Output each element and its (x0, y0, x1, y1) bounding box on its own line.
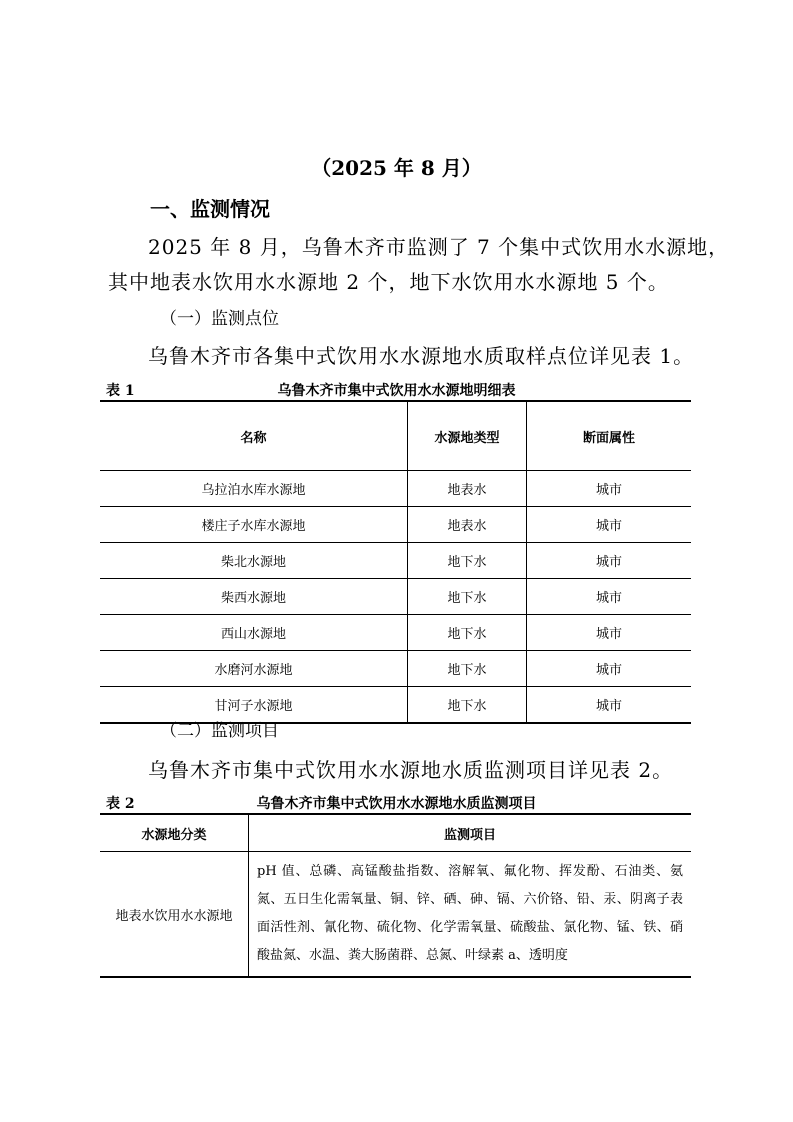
table-cell: 地下水 (408, 579, 527, 615)
paragraph-line: 2025 年 8 月，乌鲁木齐市监测了 7 个集中式饮用水水源地， (148, 235, 730, 259)
table-water-sources (100, 400, 691, 724)
column-header: 名称 (100, 401, 408, 471)
table-cell: 甘河子水源地 (100, 687, 408, 724)
table-row (100, 852, 691, 978)
column-header: 水源地分类 (100, 814, 249, 852)
table-cell: 地表水 (408, 507, 527, 543)
table-cell: 柴西水源地 (100, 579, 408, 615)
table-cell: 地下水 (408, 615, 527, 651)
table-cell: 城市 (527, 579, 692, 615)
paragraph-line: 其中地表水饮用水水源地 2 个，地下水饮用水水源地 5 个。 (108, 270, 669, 294)
source-category: 地表水饮用水水源地 (115, 908, 233, 924)
report-date-heading: （2025 年 8 月） (311, 156, 482, 180)
table-cell: 城市 (527, 543, 692, 579)
table-cell: 地表水 (408, 471, 527, 507)
table-cell: 西山水源地 (100, 615, 408, 651)
table-cell: 水磨河水源地 (100, 651, 408, 687)
table-row (100, 471, 691, 507)
column-header: 监测项目 (249, 814, 692, 852)
table-monitoring-items (100, 813, 691, 978)
table-cell: 城市 (527, 471, 692, 507)
subsection-title-points: （一）监测点位 (160, 309, 279, 329)
monitoring-items: pH 值、总磷、高锰酸盐指数、溶解氧、氟化物、挥发酚、石油类、氨氮、五日生化需氧量、铜、锌、硒、砷、镉、六价铬、铅、汞、阴离子表面活性剂、氰化物、硫化物、化学需氧量、硫酸盐、氯化物、锰、铁、硝酸盐氮、水温、粪大肠菌群、总氮、叶绿素 a、透明度 (249, 852, 692, 978)
paragraph-line: 乌鲁木齐市集中式饮用水水源地水质监测项目详见表 2。 (148, 758, 674, 782)
table-cell: 乌拉泊水库水源地 (201, 483, 306, 498)
paragraph-line: 乌鲁木齐市各集中式饮用水水源地水质取样点位详见表 1。 (148, 344, 695, 368)
table-cell: 地下水 (408, 651, 527, 687)
table-row (100, 579, 691, 615)
table-cell: 城市 (527, 507, 692, 543)
table1-label: 表 1 (106, 383, 135, 399)
subsection-title-items: （二）监测项目 (160, 721, 279, 741)
table-cell: 地下水 (408, 543, 527, 579)
column-header: 水源地类型 (408, 401, 527, 471)
column-header: 断面属性 (527, 401, 692, 471)
table-row (100, 651, 691, 687)
table-row (100, 507, 691, 543)
section-title-monitoring: 一、监测情况 (150, 197, 270, 221)
table-cell: 城市 (527, 615, 692, 651)
table-cell: 城市 (527, 651, 692, 687)
table2-label: 表 2 (106, 796, 135, 812)
table-row (100, 615, 691, 651)
table2-title: 乌鲁木齐市集中式饮用水水源地水质监测项目 (256, 796, 537, 812)
table-cell: 地下水 (408, 687, 527, 724)
table-cell: 柴北水源地 (100, 543, 408, 579)
table1-title: 乌鲁木齐市集中式饮用水水源地明细表 (277, 383, 516, 399)
table-cell: 城市 (527, 687, 692, 724)
table-cell: 楼庄子水库水源地 (100, 507, 408, 543)
table-row (100, 543, 691, 579)
